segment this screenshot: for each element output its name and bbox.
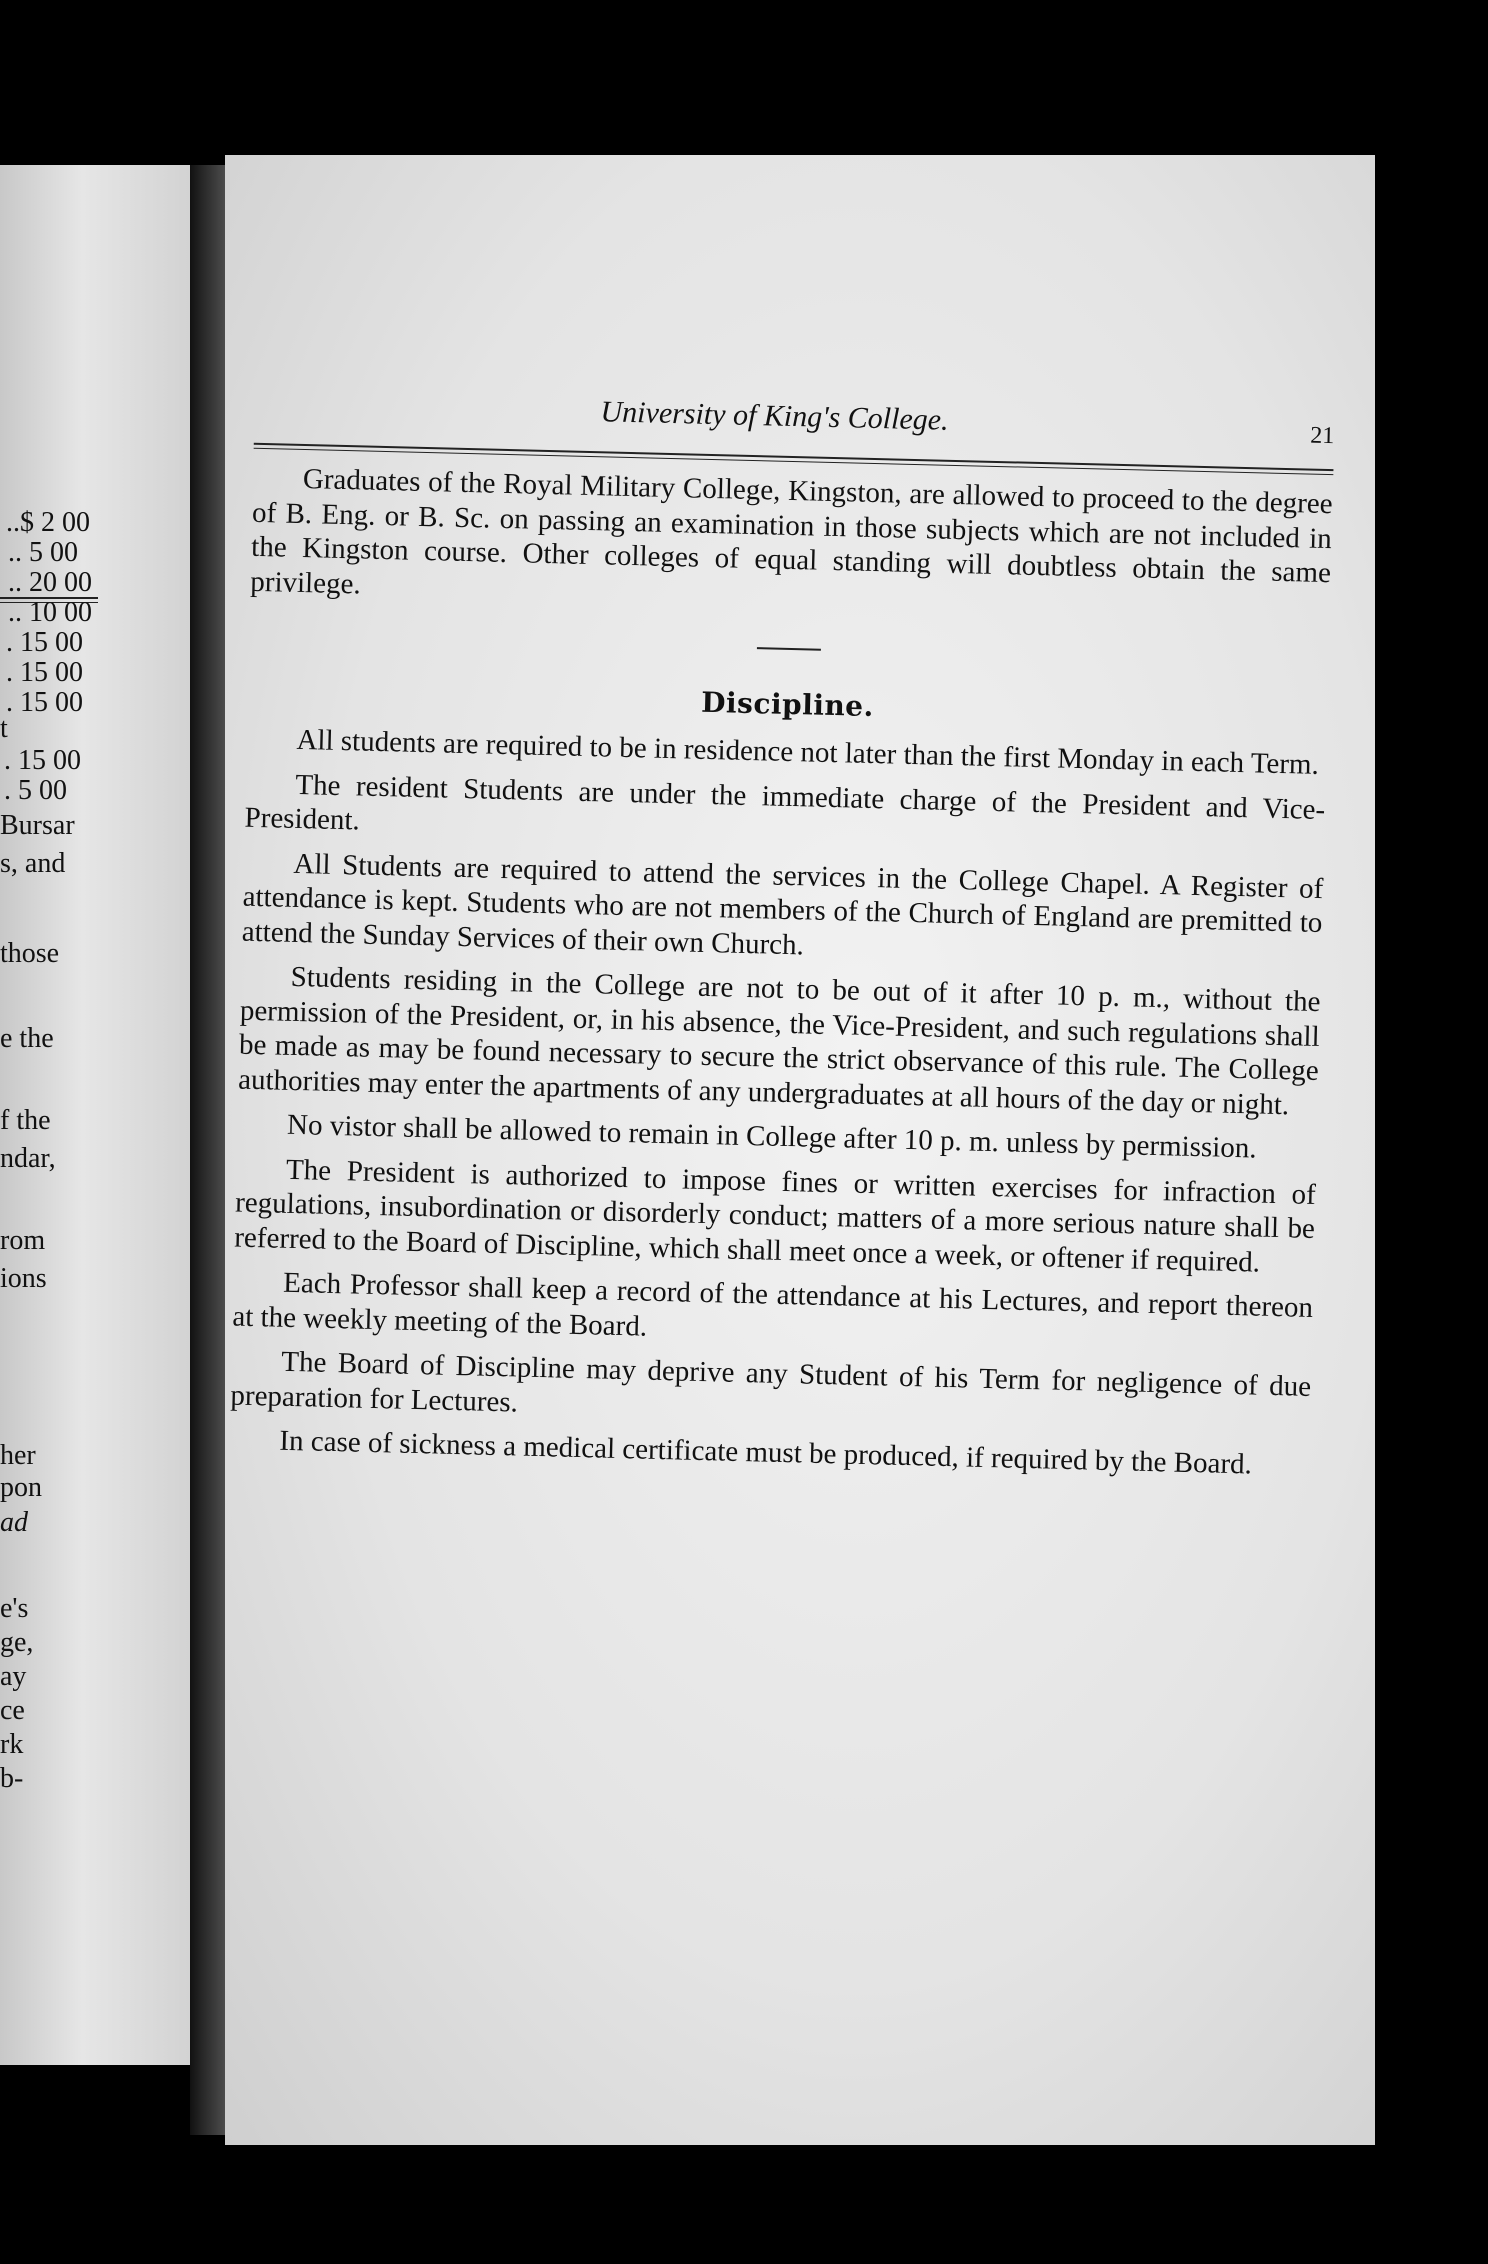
- left-line: ad: [0, 1507, 28, 1538]
- left-line: those: [0, 938, 60, 969]
- left-line: ay: [0, 1661, 27, 1692]
- left-line: pon: [0, 1472, 42, 1503]
- left-line: . 15 00: [6, 687, 83, 718]
- page-content: [229, 387, 1335, 1494]
- paragraph: The Board of Discipline may deprive any Student of his Term for negligence of due preparation for Lectures.: [230, 1345, 1312, 1419]
- page-number: 21: [1309, 422, 1335, 450]
- left-line: . 15 00: [6, 657, 83, 688]
- right-page: [225, 155, 1375, 2145]
- left-line: rom: [0, 1225, 46, 1256]
- paragraph: In case of sickness a medical certificate must be produced, if required by the Board.: [279, 1424, 1253, 1481]
- paragraph: All Students are required to attend the services in the College Chapel. A Register of attendance is kept. Students who are not members of the Church of England are premitted to attend the Sunday Services of their own Church.: [241, 847, 1324, 961]
- left-line: her: [0, 1440, 36, 1471]
- left-line: rk: [0, 1729, 24, 1760]
- left-line: ce: [0, 1695, 25, 1726]
- left-line: . 15 00: [6, 627, 83, 658]
- paragraph: Each Professor shall keep a record of the attendance at his Lectures, and report thereon at the weekly meeting of the Board.: [232, 1266, 1314, 1343]
- section-title: Discipline.: [700, 685, 875, 724]
- left-line: . 5 00: [4, 775, 67, 806]
- left-line: .. 5 00: [8, 537, 78, 568]
- running-head: University of King's College.: [600, 395, 949, 437]
- left-line: e the: [0, 1023, 54, 1054]
- intro-paragraph: Graduates of the Royal Military College, Kingston, are allowed to proceed to the degree of B. Eng. or B. Sc. on passing an examination in those subjects which are not included in the Kingston course. Other colleges of equal standing will doubtless obtain the same privilege.: [250, 463, 1334, 600]
- paragraph: The President is authorized to impose fines or written exercises for infraction of regulations, insubordination or disorderly conduct; matters of a more serious nature shall be referred to the Board of Discipline, which shall meet once a week, or oftener if required.: [233, 1153, 1317, 1279]
- left-line: .. 10 00: [8, 597, 92, 628]
- left-line: b-: [0, 1763, 24, 1794]
- left-line: e's: [0, 1593, 29, 1624]
- left-line: .. 20 00: [8, 567, 92, 598]
- paragraph: Students residing in the College are not to be out of it after 10 p. m., without the permission of the President, or, in his absence, the Vice-President, and such regulations shall be made as may be found necessary to secure the strict observance of this rule. The College authorities may enter the apartments of any undergraduates at all hours of the day or night.: [237, 960, 1321, 1121]
- left-line: s, and: [0, 848, 66, 879]
- left-line: f the: [0, 1105, 51, 1136]
- left-line: ions: [0, 1263, 47, 1294]
- left-line: ge,: [0, 1627, 34, 1658]
- left-line: Bursar: [0, 810, 75, 841]
- book-gutter: [190, 165, 230, 2135]
- paragraph: The resident Students are under the immediate charge of the President and Vice-President.: [244, 768, 1326, 837]
- left-facing-page: [0, 165, 205, 2065]
- left-line: ..$ 2 00: [6, 507, 90, 538]
- left-line: t: [0, 713, 8, 744]
- left-line: ndar,: [0, 1143, 56, 1174]
- left-line: . 15 00: [4, 745, 81, 776]
- section-separator: [757, 647, 821, 651]
- paragraph: All students are required to be in residence not later than the first Monday in each Term.: [296, 723, 1320, 781]
- paragraph: No vistor shall be allowed to remain in College after 10 p. m. unless by permission.: [286, 1108, 1257, 1165]
